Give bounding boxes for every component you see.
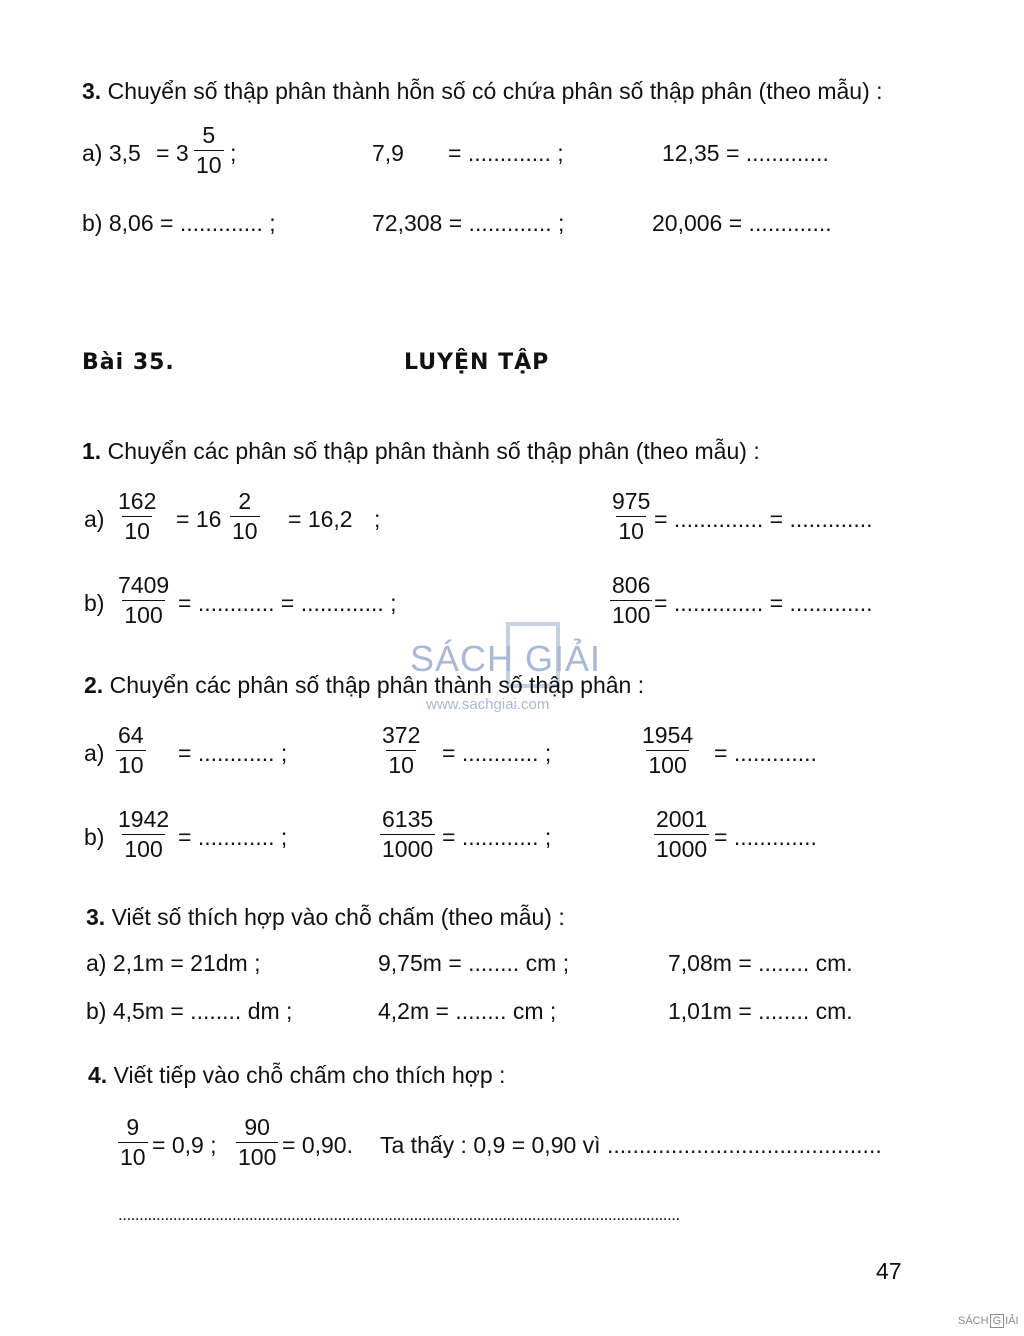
fraction-numerator: 5 [202, 122, 216, 148]
ex2-text: Chuyển các phân số thập phân thành số thập phân : [109, 672, 645, 698]
ex1-number: 1. [82, 438, 102, 464]
fraction-numerator: 6135 [382, 806, 434, 832]
ex2-b3-blank: = ............. [714, 824, 817, 850]
fraction-denominator: 100 [124, 602, 163, 628]
fraction-denominator: 10 [232, 518, 258, 544]
ex3-top-a-fraction [194, 124, 224, 177]
ex2-a2-fraction [380, 724, 422, 777]
fraction-numerator: 64 [118, 722, 144, 748]
ex2-a1-fraction [116, 724, 146, 777]
ex3-top-a-sep: ; [230, 140, 237, 166]
ex1-a-label: a) [84, 506, 105, 532]
ex3-top-a-eq: = 3 [156, 140, 189, 166]
ex4-fraction-2-value: = 0,90. [282, 1132, 353, 1158]
fraction-numerator: 975 [612, 488, 651, 514]
ex3-top-number: 3. [82, 78, 102, 104]
ex2-b2-fraction [380, 808, 435, 861]
ex3-number: 3. [86, 904, 106, 930]
ex1-a2-blank: = .............. = ............. [654, 506, 873, 532]
ex2-a3-fraction [640, 724, 695, 777]
lesson-label: Bài 35. [82, 350, 175, 375]
corner-logo-right: IẢI [1005, 1315, 1019, 1327]
fraction-denominator: 1000 [382, 836, 434, 862]
ex3-top-text: Chuyển số thập phân thành hỗn số có chứa phân số thập phân (theo mẫu) : [107, 78, 883, 104]
ex3-heading [86, 906, 565, 929]
ex4-text: Viết tiếp vào chỗ chấm cho thích hợp : [113, 1062, 506, 1088]
ex1-text: Chuyển các phân số thập phân thành số thập phân (theo mẫu) : [107, 438, 760, 464]
ex2-b1-fraction [116, 808, 171, 861]
ex1-b-blank: = ............ = ............. ; [178, 590, 397, 616]
ex2-a-label: a) [84, 740, 105, 766]
fraction-denominator: 10 [618, 518, 644, 544]
fraction-numerator: 7409 [118, 572, 170, 598]
lesson-title: LUYỆN TẬP [404, 350, 550, 375]
ex3-top-a3: 12,35 = ............. [662, 140, 829, 166]
corner-logo-mid: G [990, 1314, 1005, 1328]
ex3-a2: 9,75m = ........ cm ; [378, 950, 570, 976]
ex3-top-a2-blank: = ............. ; [448, 140, 564, 166]
watermark [410, 618, 620, 713]
ex1-b2-blank: = .............. = ............. [654, 590, 873, 616]
fraction-denominator: 10 [388, 752, 414, 778]
watermark-brand: SÁCH GIẢI [410, 638, 602, 679]
ex2-b-label: b) [84, 824, 105, 850]
ex1-a-eq1: = 16 [176, 506, 222, 532]
ex3-b3: 1,01m = ........ cm. [668, 998, 853, 1024]
ex1-b-fraction [116, 574, 171, 627]
ex1-a-mixed-fraction [230, 490, 260, 543]
ex2-b1-blank: = ............ ; [178, 824, 288, 850]
ex4-fraction-1-value: = 0,9 ; [152, 1132, 217, 1158]
page-number: 47 [876, 1258, 902, 1284]
fraction-denominator: 1000 [656, 836, 708, 862]
corner-logo-left: SÁCH [958, 1315, 989, 1327]
fraction-numerator: 372 [382, 722, 421, 748]
fraction-denominator: 100 [648, 752, 687, 778]
ex3-top-a2: 7,9 [372, 140, 404, 166]
ex3-top-heading [82, 80, 883, 103]
fraction-numerator: 806 [612, 572, 651, 598]
ex3-b2: 4,2m = ........ cm ; [378, 998, 557, 1024]
ex3-top-b1: b) 8,06 = ............. ; [82, 210, 276, 236]
ex3-top-b2: 72,308 = ............. ; [372, 210, 565, 236]
fraction-denominator: 100 [124, 836, 163, 862]
fraction-denominator: 10 [118, 752, 144, 778]
fraction-denominator: 10 [120, 1144, 146, 1170]
ex4-heading [88, 1064, 505, 1087]
ex2-a3-blank: = ............. [714, 740, 817, 766]
fraction-numerator: 2001 [656, 806, 708, 832]
ex2-a2-blank: = ............ ; [442, 740, 552, 766]
corner-logo [958, 1314, 1019, 1328]
fraction-denominator: 10 [124, 518, 150, 544]
ex3-a3: 7,08m = ........ cm. [668, 950, 853, 976]
fraction-denominator: 10 [196, 152, 222, 178]
ex1-a-sep: ; [374, 506, 381, 532]
fraction-numerator: 162 [118, 488, 157, 514]
fraction-numerator: 90 [244, 1114, 270, 1140]
ex2-b3-fraction [654, 808, 709, 861]
ex4-statement: Ta thấy : 0,9 = 0,90 vì ........................................... [380, 1132, 882, 1158]
ex3-b1: b) 4,5m = ........ dm ; [86, 998, 293, 1024]
ex1-a-eq2: = 16,2 [288, 506, 353, 532]
ex3-a1: a) 2,1m = 21dm ; [86, 950, 261, 976]
ex4-number: 4. [88, 1062, 108, 1088]
ex3-text: Viết số thích hợp vào chỗ chấm (theo mẫu) : [111, 904, 565, 930]
fraction-numerator: 2 [238, 488, 252, 514]
ex3-top-b3: 20,006 = ............. [652, 210, 832, 236]
ex2-b2-blank: = ............ ; [442, 824, 552, 850]
ex3-top-a-label: a) 3,5 [82, 140, 141, 166]
ex1-a-fraction [116, 490, 158, 543]
ex1-heading [82, 440, 760, 463]
fraction-numerator: 9 [126, 1114, 140, 1140]
fraction-numerator: 1942 [118, 806, 170, 832]
ex1-a2-fraction [610, 490, 652, 543]
watermark-url: www.sachgiai.com [426, 696, 550, 713]
ex4-fraction-2 [236, 1116, 278, 1169]
ex4-fraction-1 [118, 1116, 148, 1169]
fraction-denominator: 100 [238, 1144, 277, 1170]
ex4-answer-line: ..................................................................................................................................... [118, 1205, 680, 1224]
ex1-b-label: b) [84, 590, 105, 616]
fraction-denominator: 100 [612, 602, 651, 628]
ex2-number: 2. [84, 672, 104, 698]
fraction-numerator: 1954 [642, 722, 694, 748]
ex2-heading [84, 674, 644, 697]
ex2-a1-blank: = ............ ; [178, 740, 288, 766]
